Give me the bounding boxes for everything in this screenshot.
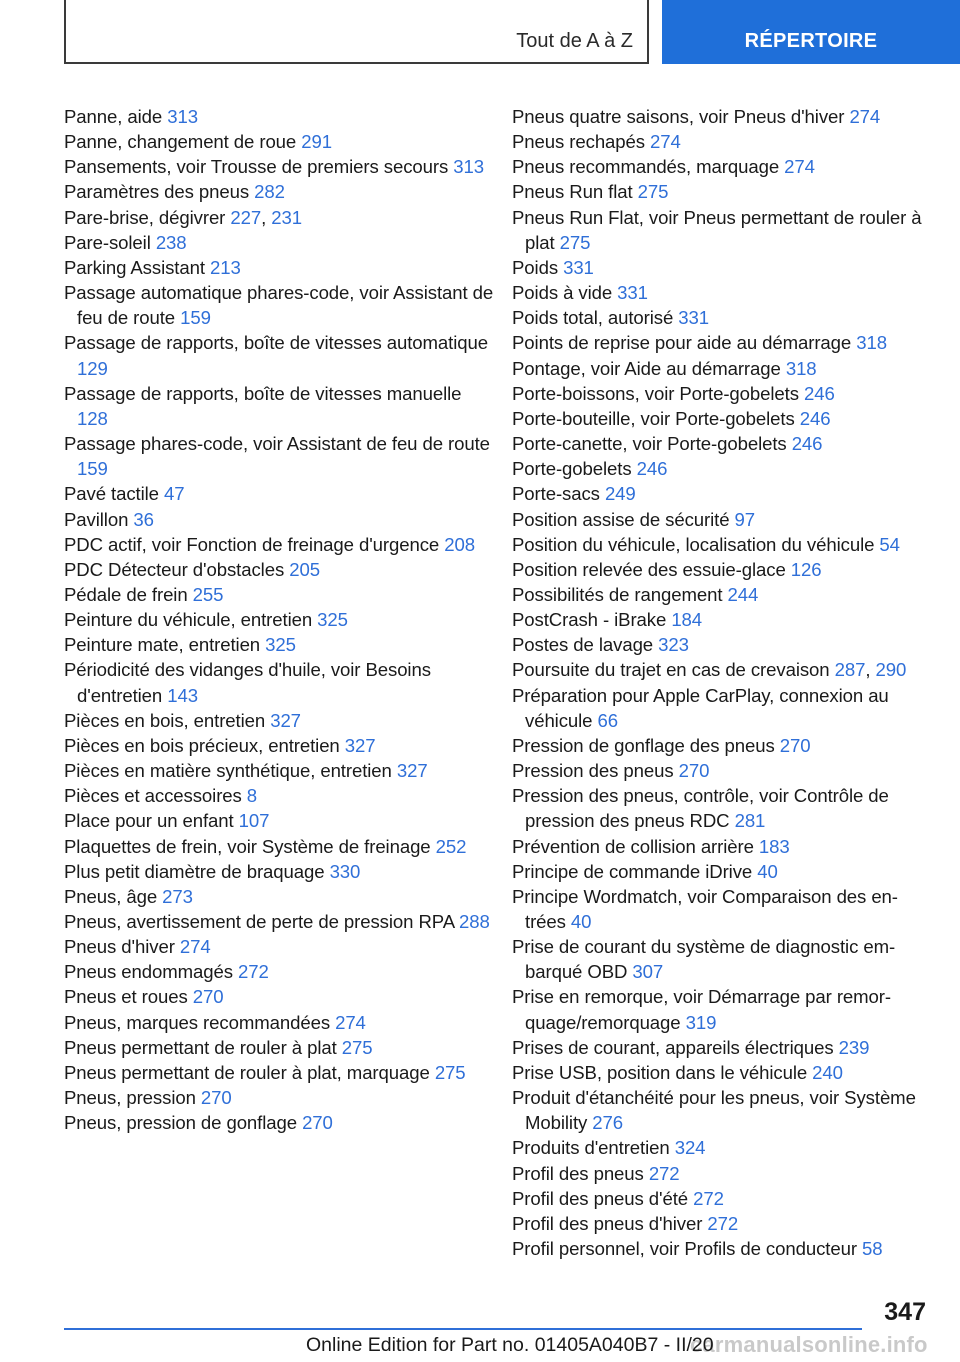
page-reference-link[interactable]: 331 [678,307,710,329]
index-entry-term: Principe de commande iDrive [512,860,758,882]
page-reference-link[interactable]: 272 [238,961,269,983]
page-reference-link[interactable]: 36 [133,508,154,530]
index-entry [512,330,932,355]
index-entry [512,532,932,557]
index-entry-term: Place pour un enfant [64,810,239,832]
index-entry [64,255,494,280]
index-entry-term: Passage de rapports, boîte de vitesses manuelle [64,382,462,404]
index-entry-term: PostCrash - iBrake [512,609,672,631]
index-entry [512,154,932,179]
index-entry-term: Pièces en matière synthétique, entretien [64,760,397,782]
index-entry-term: Pneus, pression de gonflage [64,1112,303,1134]
index-entry-term: Porte-boissons, voir Porte-gobelets [512,382,804,404]
index-entry [512,1085,932,1135]
page-reference-link[interactable]: 246 [791,433,823,455]
index-entry [64,657,494,707]
index-entry-term: Pare-soleil [64,231,156,253]
page-reference-link[interactable]: 270 [192,986,224,1008]
index-entry-term: Panne, changement de roue [64,131,302,153]
index-entry [64,179,494,204]
index-entry [512,456,932,481]
page-reference-link[interactable]: 244 [727,583,759,605]
page-reference-link[interactable]: 58 [862,1238,883,1260]
index-entry-term: Position assise de sécurité [512,508,735,530]
index-entry [512,129,932,154]
index-entry-term: Pneus recommandés, marquage [512,156,785,178]
page-reference-link[interactable]: 159 [77,458,108,480]
index-entry-term: Peinture du véhicule, entretien [64,609,318,631]
page-reference-link[interactable]: 318 [856,332,887,354]
index-column-left [64,104,494,1135]
index-entry-term: Pneus et roues [64,986,193,1008]
page-reference-link[interactable]: 274 [179,936,211,958]
index-entry [512,305,932,330]
page-reference-link[interactable]: 107 [238,810,270,832]
index-entry [64,129,494,154]
page-reference-link[interactable]: 227 [230,206,262,228]
index-entry-term: Profil des pneus [512,1162,649,1184]
index-entry [512,1186,932,1211]
index-entry-term: PDC actif, voir Fonction de freinage d'urgence [64,533,445,555]
index-entry-term: Profil des pneus d'hiver [512,1212,708,1234]
index-entry-term: Panne, aide [64,106,168,127]
index-entry [512,179,932,204]
index-entry [64,934,494,959]
index-entry-term: Plus petit diamètre de braquage [64,860,330,882]
index-entry-term: Prévention de collision arrière [512,835,759,857]
index-entry [64,808,494,833]
index-entry-term: Produit d'étanchéité pour les pneus, voir Système Mobility [512,1087,916,1134]
index-entry-term: Pression de gonflage des pneus [512,734,780,756]
page-reference-link[interactable]: 273 [162,885,193,907]
index-entry [512,834,932,859]
page-reference-link[interactable]: 291 [301,131,332,153]
index-entry [64,507,494,532]
page-reference-link[interactable]: 252 [435,835,467,857]
page-reference-link[interactable]: 282 [254,181,285,203]
footer-edition: Online Edition for Part no. 01405A040B7 - II/20 [306,1334,714,1356]
index-entry [512,431,932,456]
index-entry [64,859,494,884]
index-entry-term: Position relevée des essuie-glace [512,558,791,580]
index-entry: Pare-brise, dégivrer 227, 231 [64,206,302,228]
footer-divider [64,1328,862,1330]
index-entry [512,607,932,632]
index-entry [64,154,494,179]
index-entry-term: Porte-canette, voir Porte-gobelets [512,433,792,455]
index-entry-term: Position du véhicule, localisation du véhicule [512,533,880,555]
page-reference-link[interactable]: 290 [875,659,907,681]
index-entry [512,557,932,582]
index-entry-term: Porte-bouteille, voir Porte-gobelets [512,407,800,429]
index-entry [64,959,494,984]
page-reference-link[interactable]: 8 [246,785,258,807]
index-entry-term: Pièces en bois, entretien [64,709,271,731]
index-entry [64,1035,494,1060]
index-entry-term: Prises de courant, appareils électriques [512,1036,839,1058]
page-reference-link[interactable]: 40 [757,860,778,882]
page-reference-link[interactable]: 274 [650,131,681,153]
page-reference-link[interactable]: 272 [693,1187,724,1209]
index-entry-term: Postes de lavage [512,634,659,656]
index-entry-term: Pneus d'hiver [64,936,180,958]
index-entry-term: Passage phares-code, voir Assistant de feu de route [64,433,490,455]
page-reference-link[interactable]: 327 [396,760,428,782]
footer-watermark: carmanualsonline.info [690,1332,928,1357]
index-entry [512,481,932,506]
index-entry-term: Pneus quatre saisons, voir Pneus d'hiver [512,106,850,127]
index-entry [64,481,494,506]
index-entry [512,683,932,733]
index-entry-term: Prise en remorque, voir Démarrage par remorquage/remorquage [512,986,892,1033]
index-entry [512,406,932,431]
index-entry [512,1211,932,1236]
index-entry-term: Passage automatique phares-code, voir Assistant de feu de route [64,282,494,329]
index-entry-term: Pneus rechapés [512,131,651,153]
index-entry-term: Possibilités de rangement [512,583,728,605]
page-reference-link[interactable]: 275 [434,1061,466,1083]
page-reference-link[interactable]: 66 [597,709,618,731]
index-entry [64,532,494,557]
page-reference-link[interactable]: 184 [671,609,703,631]
page-reference-link[interactable]: 288 [459,911,490,932]
index-entry-term: Porte-sacs [512,483,605,505]
page-reference-link[interactable]: 47 [164,483,185,505]
index-entry [64,381,494,431]
page-reference-link[interactable]: 231 [271,206,302,228]
page-reference-link[interactable]: 287 [834,659,866,681]
page-reference-link[interactable]: 270 [779,734,811,756]
page-reference-link[interactable]: 255 [192,583,224,605]
page-reference-link[interactable]: 97 [734,508,755,530]
index-entry-term: Porte-gobelets [512,458,637,480]
index-entry-term: Produits d'entretien [512,1137,675,1159]
page-reference-link[interactable]: 249 [604,483,636,505]
index-entry [64,1085,494,1110]
index-entry-term: Pneus, âge [64,885,163,907]
index-entry-term: Pièces et accessoires [64,785,247,807]
index-entry-term: Pression des pneus [512,760,679,782]
index-entry [64,733,494,758]
index-entry-term: Pavillon [64,508,134,530]
page-reference-link[interactable]: 313 [167,106,198,127]
page-number: 347 [884,1298,926,1326]
index-entry-term: Passage de rapports, boîte de vitesses automatique [64,332,488,354]
index-entry [64,330,494,380]
index-entry [512,280,932,305]
index-entry [64,1060,494,1085]
section-tab[interactable] [662,0,960,64]
index-entry-term: Pédale de frein [64,583,193,605]
index-entry-term: Points de reprise pour aide au démarrage [512,332,857,354]
index-entry-term: Peinture mate, entretien [64,634,266,656]
index-entry [512,1236,932,1261]
page-reference-link[interactable]: 272 [648,1162,680,1184]
index-entry [64,884,494,909]
page-reference-link[interactable]: 54 [879,533,900,555]
index-entry-term: Pare-brise, dégivrer [64,206,231,228]
index-entry [512,582,932,607]
page-reference-link[interactable]: 318 [785,357,817,379]
index-entry [512,1161,932,1186]
page-reference-link[interactable]: 307 [632,961,664,983]
index-entry [64,708,494,733]
page-reference-link[interactable]: 246 [799,407,831,429]
page-reference-link[interactable]: 270 [678,760,710,782]
index-entry-term: Profil personnel, voir Profils de conducteur [512,1238,862,1260]
index-entry-term: Paramètres des pneus [64,181,255,203]
page-reference-link[interactable]: 213 [210,256,241,278]
index-entry [512,104,932,129]
page-reference-link[interactable]: 129 [77,357,108,379]
index-entry [64,1110,494,1135]
page-reference-link[interactable]: 272 [707,1212,739,1234]
index-entry [64,104,494,129]
index-entry [64,984,494,1009]
page-reference-link[interactable]: 128 [77,407,108,429]
index-entry-term: Poids [512,256,564,278]
chapter-tab-label: Tout de A à Z [516,30,633,52]
index-entry-term: Pneus, pression [64,1087,201,1109]
index-entry [64,557,494,582]
index-entry [512,884,932,934]
index-entry [64,607,494,632]
chapter-tab[interactable] [64,0,649,64]
index-entry-term: Pneus, marques recommandées [64,1011,336,1033]
page-reference-link[interactable]: 205 [289,558,320,580]
index-entry [64,783,494,808]
index-entry [512,934,932,984]
page-reference-link[interactable]: 246 [803,382,835,404]
index-entry [64,1010,494,1035]
page-reference-link[interactable]: 238 [155,231,187,253]
index-entry-term: Parking Assistant [64,256,210,278]
index-entry [512,356,932,381]
index-entry [64,758,494,783]
index-entry-term: Plaquettes de frein, voir Système de freinage [64,835,436,857]
index-entry [512,984,932,1034]
page-reference-link[interactable]: 183 [758,835,790,857]
index-entry [64,230,494,255]
index-entry-term: PDC Détecteur d'obstacles [64,558,290,580]
page-reference-link[interactable]: 143 [167,684,198,706]
page-reference-link[interactable]: 239 [838,1036,870,1058]
page-reference-link[interactable]: 40 [570,911,592,932]
page-reference-link[interactable]: 208 [444,533,475,555]
index-entry [64,431,494,481]
index-entry-term: Poursuite du trajet en cas de crevaison [512,659,835,681]
index-entry-term: Pression des pneus, contrôle, voir Contrôle de pression des pneus RDC [512,785,889,832]
index-entry-term: Pneus permettant de rouler à plat, marquage [64,1061,435,1083]
index-entry-term: Pneus, avertissement de perte de pression RPA [64,911,460,932]
index-entry [512,758,932,783]
index-entry [512,255,932,280]
page-reference-link[interactable]: 313 [453,156,484,178]
index-entry [512,733,932,758]
index-entry [512,1035,932,1060]
index-entry-term: Pneus Run Flat, voir Pneus permettant de rouler à plat [512,206,922,253]
index-entry-term: Poids total, autorisé [512,307,679,329]
index-entry [64,632,494,657]
section-tab-label: RÉPERTOIRE [744,30,878,52]
page-reference-link[interactable]: 246 [636,458,668,480]
page-reference-link[interactable]: 159 [180,307,211,329]
page-reference-link[interactable]: 126 [790,558,822,580]
index-entry-term: Pansements, voir Trousse de premiers secours [64,156,454,178]
page-reference-link[interactable]: 319 [685,1011,717,1033]
index-entry-term: Principe Wordmatch, voir Comparaison des entrées [512,885,898,932]
index-entry-term: Pavé tactile [64,483,164,505]
page-reference-link[interactable]: 327 [344,734,376,756]
page-reference-link[interactable]: 274 [335,1011,366,1033]
page-reference-link[interactable]: 325 [265,634,296,656]
index-entry-term: Périodicité des vidanges d'huile, voir Besoins d'entretien [64,659,431,706]
index-entry-term: Poids à vide [512,282,618,304]
page-reference-link[interactable]: 270 [302,1112,333,1134]
page-reference-link[interactable]: 274 [849,106,881,127]
index-entry [512,783,932,833]
index-entry-term: Pneus Run flat [512,181,638,203]
page-reference-link[interactable]: 324 [674,1137,706,1159]
index-entry-term: Prise USB, position dans le véhicule [512,1061,813,1083]
index-entry [512,1060,932,1085]
page-reference-link[interactable]: 275 [637,181,669,203]
page-header [0,0,960,66]
page-reference-link[interactable]: 323 [658,634,689,656]
index-entry-term: Profil des pneus d'été [512,1187,694,1209]
index-entry [512,205,932,255]
index-entry-term: Pontage, voir Aide au démarrage [512,357,786,379]
index-column-right [512,104,932,1261]
index-entry [512,632,932,657]
index-entry [512,859,932,884]
index-entry: Poursuite du trajet en cas de crevaison 287, 290 [512,659,907,681]
page-reference-link[interactable]: 274 [784,156,815,178]
page-reference-link[interactable]: 276 [592,1112,624,1134]
page-reference-link[interactable]: 275 [341,1036,373,1058]
page-reference-link[interactable]: 270 [200,1087,232,1109]
index-entry [64,582,494,607]
index-entry-term: Pneus endommagés [64,961,239,983]
index-entry-term: Pneus permettant de rouler à plat [64,1036,342,1058]
page-reference-link[interactable]: 327 [270,709,301,731]
index-entry [64,834,494,859]
page-reference-link[interactable]: 281 [734,810,766,832]
index-entry [512,381,932,406]
page-reference-link[interactable]: 325 [317,609,348,631]
page-reference-link[interactable]: 330 [329,860,361,882]
index-entry-term: Pièces en bois précieux, entretien [64,734,345,756]
page-reference-link[interactable]: 275 [559,231,591,253]
page-reference-link[interactable]: 331 [617,282,648,304]
index-entry-term: Prise de courant du système de diagnostic embarqué OBD [512,936,896,983]
page-reference-link[interactable]: 240 [812,1061,843,1083]
page-reference-link[interactable]: 331 [563,256,594,278]
index-entry [64,909,494,934]
index-entry [64,280,494,330]
index-entry [512,1135,932,1160]
index-entry [512,507,932,532]
index-entry-term: Préparation pour Apple CarPlay, connexion au véhicule [512,684,889,731]
